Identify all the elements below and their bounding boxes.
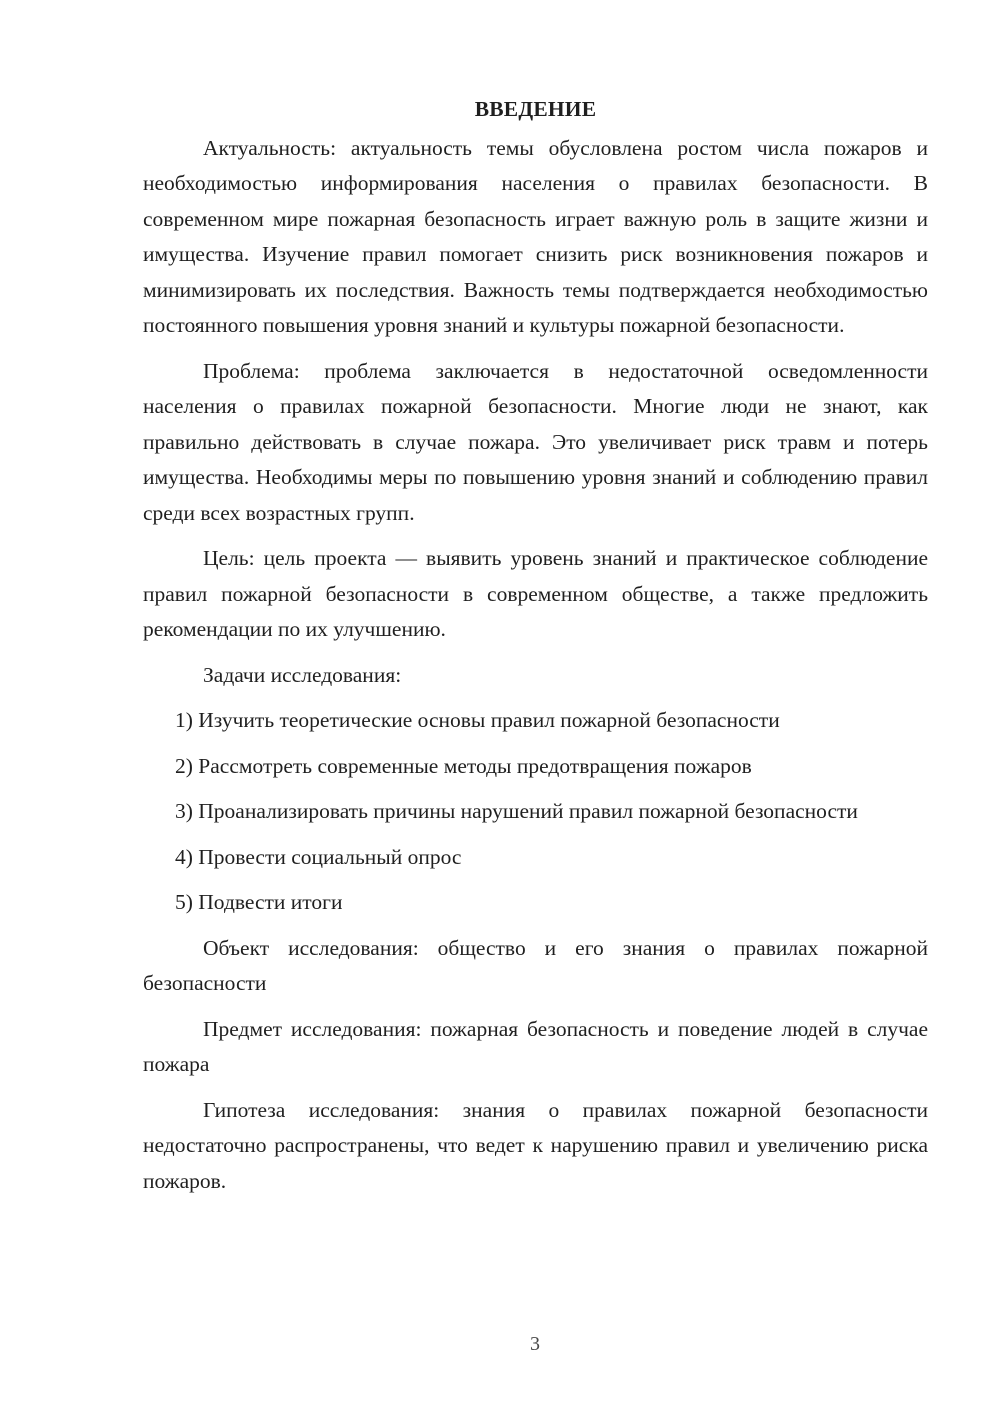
tasks-heading: Задачи исследования:: [203, 662, 402, 687]
task-item-5: 5) Подвести итоги: [175, 890, 343, 914]
task-item-3: 3) Проанализировать причины нарушений правил пожарной безопасности: [175, 799, 858, 823]
paragraph-hypothesis: Гипотеза исследования: знания о правилах пожарной безопасности недостаточно распространены, что ведет к нарушению правил и увеличению риска пожаров.: [143, 1097, 928, 1193]
paragraph-subject: Предмет исследования: пожарная безопасность и поведение людей в случае пожара: [143, 1016, 928, 1076]
paragraph-relevance: Актуальность: актуальность темы обусловлена ростом числа пожаров и необходимостью информирования населения о правилах безопасности. В современном мире пожарная безопасность играет важную роль в защите жизни и имущества. Изучение правил помогает снизить риск возникновения пожаров и минимизировать их последствия. Важность темы подтверждается необходимостью постоянного повышения уровня знаний и культуры пожарной безопасности.: [143, 135, 928, 337]
task-item-4: 4) Провести социальный опрос: [175, 844, 462, 869]
section-heading: ВВЕДЕНИЕ: [474, 97, 597, 121]
paragraph-problem: Проблема: проблема заключается в недостаточной осведомленности населения о правилах пожарной безопасности. Многие люди не знают, как правильно действовать в случае пожара. Это увеличивает риск травм и потерь имущества. Необходимы меры по повышению уровня знаний и соблюдению правил среди всех возрастных групп.: [143, 358, 928, 525]
paragraph-object: Объект исследования: общество и его знания о правилах пожарной безопасности: [143, 935, 928, 995]
paragraph-goal: Цель: цель проекта — выявить уровень знаний и практическое соблюдение правил пожарной безопасности в современном обществе, а также предложить рекомендации по их улучшению.: [143, 546, 928, 641]
page-number: 3: [530, 1333, 540, 1355]
task-item-1: 1) Изучить теоретические основы правил пожарной безопасности: [175, 708, 780, 732]
document-page: [143, 92, 928, 1209]
task-item-2: 2) Рассмотреть современные методы предотвращения пожаров: [175, 753, 752, 778]
